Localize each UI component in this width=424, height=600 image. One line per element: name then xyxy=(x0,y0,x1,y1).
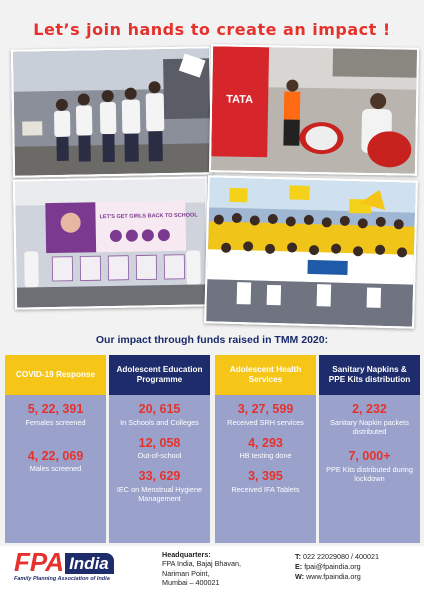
hq-line: Nariman Point, xyxy=(162,568,210,578)
stat-value: 2, 232 xyxy=(352,402,387,416)
hq-line: Mumbai – 400021 xyxy=(162,578,220,588)
stat-value: 4, 293 xyxy=(248,435,283,450)
stat-value: 3, 27, 599 xyxy=(237,402,294,416)
email-key: E: xyxy=(295,562,303,572)
phone-number: 022 22029080 / 400021 xyxy=(303,552,379,561)
photo-drummers xyxy=(209,44,419,176)
school-banner-text: LET'S GET GIRLS BACK TO SCHOOL xyxy=(99,212,198,221)
stat-value: 7, 000+ xyxy=(348,449,391,464)
footer xyxy=(0,546,424,600)
stat-item xyxy=(215,437,316,462)
impact-column-adolescent-education xyxy=(109,355,210,543)
hq-label: Headquarters: xyxy=(162,550,211,559)
phone-key: T: xyxy=(295,552,301,561)
column-header: Sanitary Napkins & PPE Kits distribution xyxy=(319,355,420,395)
logo-india-text: India xyxy=(65,553,114,574)
stat-value: 4, 22, 069 xyxy=(27,448,84,463)
column-header: Adolescent Health Services xyxy=(215,355,316,395)
logo-mark xyxy=(14,547,114,577)
logo-tagline: Family Planning Association of India xyxy=(14,576,110,582)
stat-item xyxy=(109,403,210,428)
impact-column-covid xyxy=(5,355,106,543)
stat-value: 5, 22, 391 xyxy=(27,402,84,416)
column-header: COVID-19 Response xyxy=(5,355,106,395)
impact-column-sanitary-ppe xyxy=(319,355,420,543)
email-link[interactable]: fpai@fpaindia.org xyxy=(304,562,361,572)
stat-label: Males screened xyxy=(29,464,82,474)
photo-crowd xyxy=(204,175,418,328)
column-body xyxy=(319,395,420,543)
photo-walkers xyxy=(11,46,213,177)
logo-fpa-text: FPA xyxy=(14,547,65,577)
stat-label: Received IFA Tablets xyxy=(231,484,300,494)
stat-label: PPE Kits distributed during lockdown xyxy=(326,465,413,483)
stat-item xyxy=(5,403,106,428)
impact-column-adolescent-health xyxy=(215,355,316,543)
stat-label: Sanitary Napkin packets distributed xyxy=(330,417,409,436)
fpa-india-logo xyxy=(14,547,114,582)
stat-item xyxy=(215,403,316,428)
stat-item xyxy=(215,470,316,495)
headquarters-block xyxy=(162,550,241,587)
stat-label: Received SRH services xyxy=(227,417,304,427)
stat-item xyxy=(319,450,420,483)
impact-heading: Our impact through funds raised in TMM 2020: xyxy=(95,334,329,346)
stat-label: HB testing done xyxy=(239,451,292,461)
stat-label: Out-of-school xyxy=(137,451,182,461)
column-body xyxy=(5,395,106,543)
stat-label: IEC on Menstrual Hygiene Management xyxy=(116,484,203,503)
stat-item xyxy=(319,403,420,436)
stat-label: Females screened xyxy=(25,417,86,427)
contact-block xyxy=(295,552,379,582)
stat-item xyxy=(5,450,106,475)
stat-value: 33, 629 xyxy=(138,469,181,483)
tata-flag-text: TATA xyxy=(226,93,254,106)
column-body xyxy=(109,395,210,543)
stat-value: 20, 615 xyxy=(138,402,181,416)
stat-value: 3, 395 xyxy=(248,469,283,483)
web-key: W: xyxy=(295,572,305,582)
column-header: Adolescent Education Programme xyxy=(109,355,210,395)
page-title: Let’s join hands to create an impact ! xyxy=(33,20,391,39)
column-body xyxy=(215,395,316,543)
hq-line: FPA India, Bajaj Bhavan, xyxy=(162,559,241,569)
website-link[interactable]: www.fpaindia.org xyxy=(306,572,361,582)
stat-item xyxy=(109,437,210,462)
stat-item xyxy=(109,470,210,503)
stat-value: 12, 058 xyxy=(138,435,181,450)
photo-school-banner xyxy=(13,176,209,309)
stat-label: In Schools and Colleges xyxy=(120,417,199,427)
